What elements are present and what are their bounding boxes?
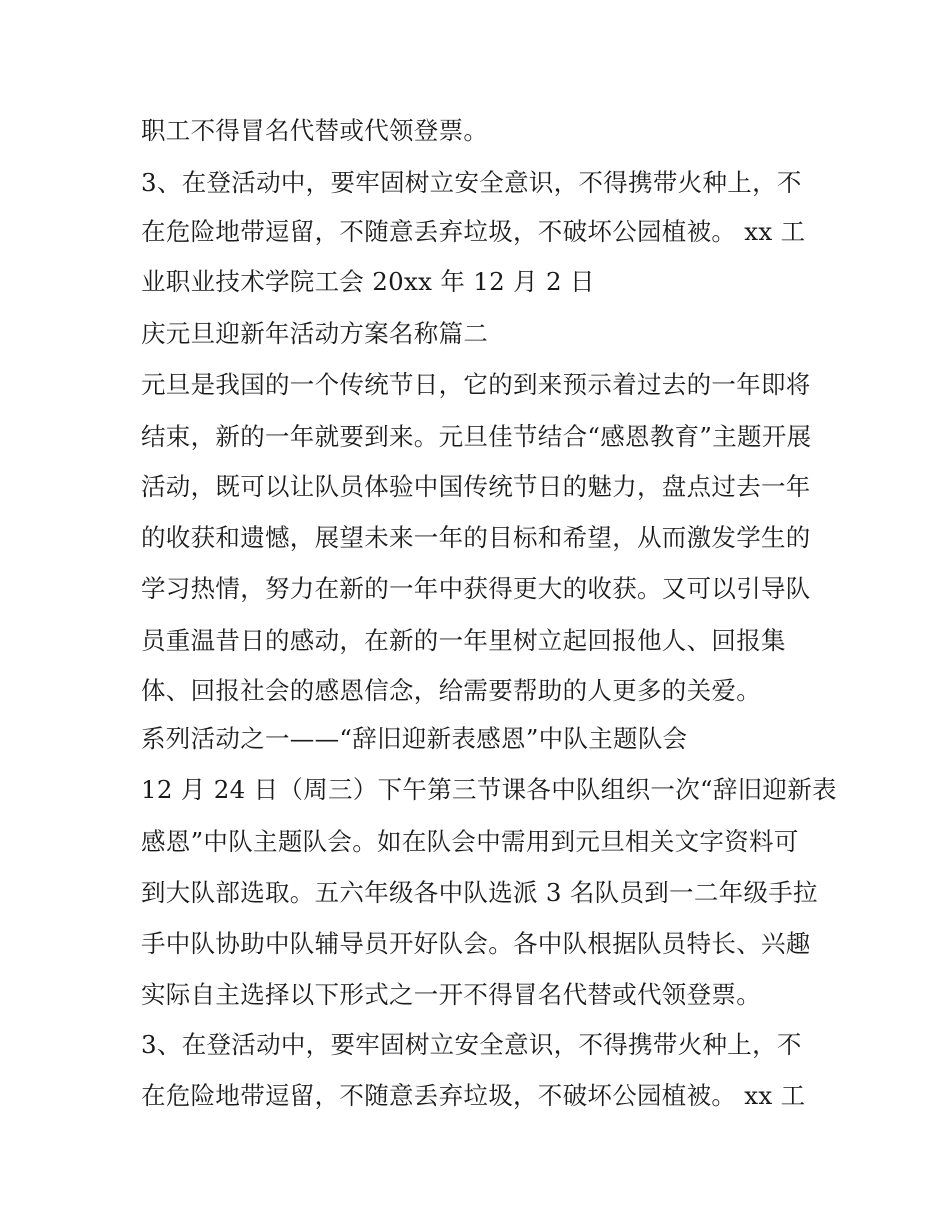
text-line: 在危险地带逗留，不随意丢弃垃圾，不破坏公园植被。 xx 工 [141, 217, 806, 246]
text-line: 12 月 24 日（周三）下午第三节课各中队组织一次“辞旧迎新表 [141, 775, 837, 804]
text-line: 结束，新的一年就要到来。元旦佳节结合“感恩教育”主题开展 [141, 422, 812, 451]
text-line: 手中队协助中队辅导员开好队会。各中队根据队员特长、兴趣 [141, 929, 811, 958]
text-line: 在危险地带逗留，不随意丢弃垃圾，不破坏公园植被。 xx 工 [141, 1081, 806, 1110]
section-heading: 系列活动之一——“辞旧迎新表感恩”中队主题队会 [141, 724, 688, 753]
text-line: 3、在登活动中，要牢固树立安全意识，不得携带火种上，不 [141, 1030, 802, 1059]
text-line: 业职业技术学院工会 20xx 年 12 月 2 日 [141, 267, 595, 296]
section-heading: 庆元旦迎新年活动方案名称篇二 [141, 319, 489, 348]
text-line: 体、回报社会的感恩信念，给需要帮助的人更多的关爱。 [141, 676, 761, 705]
text-line: 活动，既可以让队员体验中国传统节日的魅力，盘点过去一年 [141, 472, 811, 501]
text-line: 3、在登活动中，要牢固树立安全意识，不得携带火种上，不 [141, 168, 802, 197]
text-line: 感恩”中队主题队会。如在队会中需用到元旦相关文字资料可 [141, 827, 799, 856]
text-line: 职工不得冒名代替或代领登票。 [141, 116, 489, 145]
text-line: 员重温昔日的感动，在新的一年里树立起回报他人、回报集 [141, 626, 786, 655]
text-line: 到大队部选取。五六年级各中队选派 3 名队员到一二年级手拉 [141, 878, 818, 907]
text-line: 的收获和遗憾，展望未来一年的目标和希望，从而激发学生的 [141, 523, 811, 552]
text-line: 实际自主选择以下形式之一开不得冒名代替或代领登票。 [141, 980, 761, 1009]
text-line: 学习热情，努力在新的一年中获得更大的收获。又可以引导队 [141, 574, 811, 603]
text-line: 元旦是我国的一个传统节日，它的到来预示着过去的一年即将 [141, 370, 811, 399]
